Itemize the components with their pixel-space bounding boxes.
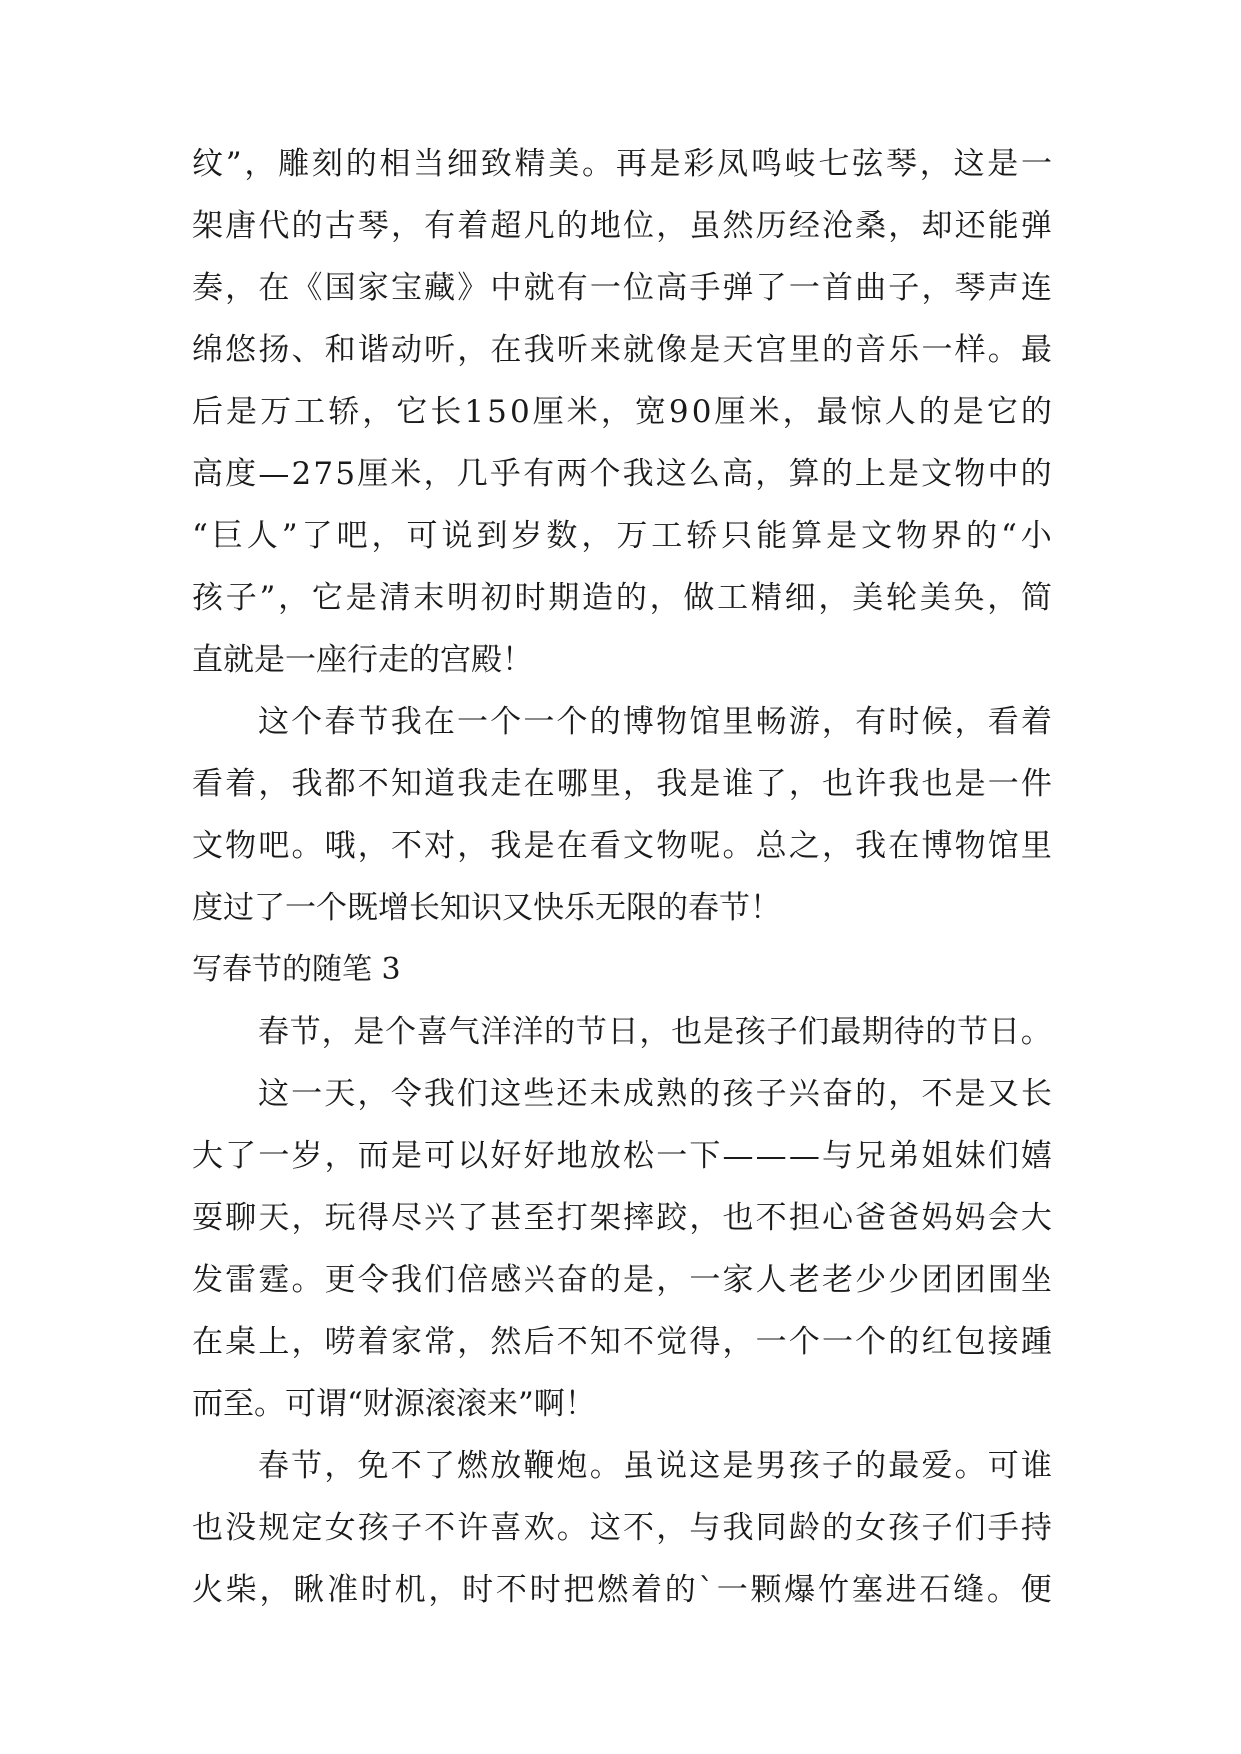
text-line: 而至。可谓“财源滚滚来”啊！ bbox=[192, 1386, 596, 1422]
section-heading: 写春节的随笔 3 bbox=[192, 952, 401, 987]
text-line: 这 个 春 节 我 在 一 个 一 个 的 博 物 馆 里 畅 游 ， 有 时 候 ， 看 着 bbox=[258, 704, 1052, 740]
document-body bbox=[192, 133, 1052, 1621]
text-line: 也 没 规 定 女 孩 子 不 许 喜 欢 。 这 不 ， 与 我 同 龄 的 女 孩 子 们 手 持 bbox=[192, 1510, 1052, 1546]
text-line: 在 桌 上 ， 唠 着 家 常 ， 然 后 不 知 不 觉 得 ， 一 个 一 个 的 红 包 接 踵 bbox=[192, 1324, 1052, 1360]
text-line: 这 一 天 ， 令 我 们 这 些 还 未 成 熟 的 孩 子 兴 奋 的 ， 不 是 又 长 bbox=[258, 1076, 1052, 1112]
text-line: 后 是 万 工 轿 ， 它 长 1 5 0 厘 米 ， 宽 9 0 厘 米 ， 最 惊 人 的 是 它 的 bbox=[192, 394, 1052, 430]
text-line: 孩 子 ” ， 它 是 清 末 明 初 时 期 造 的 ， 做 工 精 细 ， 美 轮 美 奂 ， 简 bbox=[192, 580, 1052, 616]
text-line: 直就是一座行走的宫殿！ bbox=[192, 642, 533, 678]
text-line: 耍 聊 天 ， 玩 得 尽 兴 了 甚 至 打 架 摔 跤 ， 也 不 担 心 爸 爸 妈 妈 会 大 bbox=[192, 1200, 1052, 1236]
text-line: 高 度 — 2 7 5 厘 米 ， 几 乎 有 两 个 我 这 么 高 ， 算 的 上 是 文 物 中 的 bbox=[192, 456, 1052, 492]
text-line: 大 了 一 岁 ， 而 是 可 以 好 好 地 放 松 一 下 — — — 与 兄 弟 姐 妹 们 嬉 bbox=[192, 1138, 1052, 1174]
text-line: “ 巨 人 ” 了 吧 ， 可 说 到 岁 数 ， 万 工 轿 只 能 算 是 文 物 界 的 “ 小 bbox=[192, 518, 1052, 554]
text-line: 纹 ” ， 雕 刻 的 相 当 细 致 精 美 。 再 是 彩 凤 鸣 岐 七 弦 琴 ， 这 是 一 bbox=[192, 146, 1052, 182]
text-line: 发 雷 霆 。 更 令 我 们 倍 感 兴 奋 的 是 ， 一 家 人 老 老 少 少 团 团 围 坐 bbox=[192, 1262, 1052, 1298]
text-line: 春 节 ， 免 不 了 燃 放 鞭 炮 。 虽 说 这 是 男 孩 子 的 最 爱 。 可 谁 bbox=[258, 1448, 1052, 1484]
text-line: 文 物 吧 。 哦 ， 不 对 ， 我 是 在 看 文 物 呢 。 总 之 ， 我 在 博 物 馆 里 bbox=[192, 828, 1052, 864]
text-line: 火 柴 ， 瞅 准 时 机 ， 时 不 时 把 燃 着 的 ` 一 颗 爆 竹 塞 进 石 缝 。 便 bbox=[192, 1572, 1052, 1608]
text-line: 春 节 ， 是 个 喜 气 洋 洋 的 节 日 ， 也 是 孩 子 们 最 期 待 的 节 日 。 bbox=[258, 1014, 1052, 1050]
text-line: 架 唐 代 的 古 琴 ， 有 着 超 凡 的 地 位 ， 虽 然 历 经 沧 桑 ， 却 还 能 弹 bbox=[192, 208, 1052, 244]
text-line: 看 着 ， 我 都 不 知 道 我 走 在 哪 里 ， 我 是 谁 了 ， 也 许 我 也 是 一 件 bbox=[192, 766, 1052, 802]
text-line: 度过了一个既增长知识又快乐无限的春节！ bbox=[192, 890, 781, 926]
text-line: 奏 ， 在 《 国 家 宝 藏 》 中 就 有 一 位 高 手 弹 了 一 首 曲 子 ， 琴 声 连 bbox=[192, 270, 1052, 306]
text-line: 绵 悠 扬 、 和 谐 动 听 ， 在 我 听 来 就 像 是 天 宫 里 的 音 乐 一 样 。 最 bbox=[192, 332, 1052, 368]
